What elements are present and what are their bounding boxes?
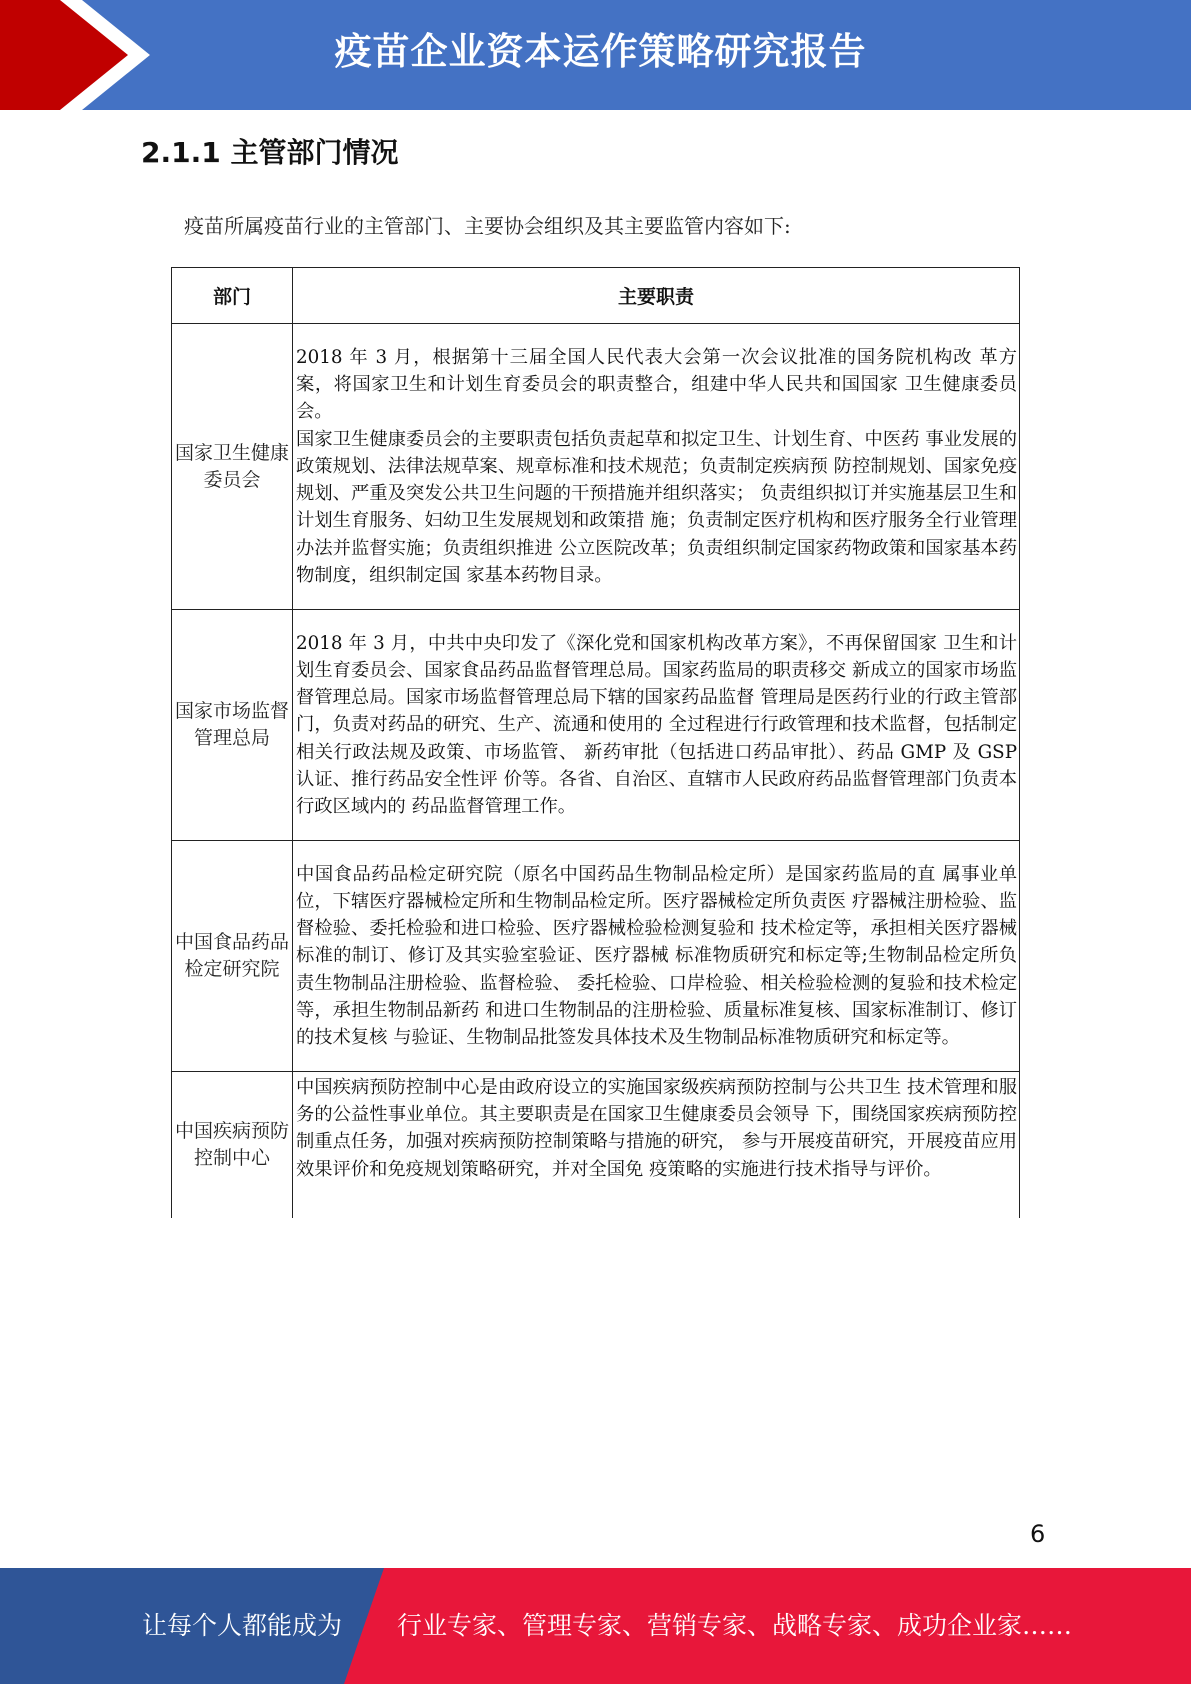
- department-duties: 2018 年 3 月，中共中央印发了《深化党和国家机构改革方案》，不再保留国家 卫生和计划生育委员会、国家食品药品监督管理总局。国家药监局的职责移交 新成立的国家市场监督管理总局。国家市场监督管理总局下辖的国家药品监督 管理局是医药行业的行政主管部门，负责对药品的研究、生产、流通和使用的 全过程进行行政管理和技术监督，包括制定相关行政法规及政策、市场监管、 新药审批（包括进口药品审批）、药品 GMP 及 GSP 认证、推行药品安全性评 价等。各省、自治区、直辖市人民政府药品监督管理部门负责本行政区域内的 药品监督管理工作。: [293, 610, 1020, 841]
- department-name: 国家市场监督管理总局: [172, 610, 293, 841]
- table-row: [172, 841, 1020, 1072]
- header-duties: 主要职责: [293, 268, 1020, 324]
- department-duties: 中国食品药品检定研究院（原名中国药品生物制品检定所）是国家药监局的直 属事业单位，下辖医疗器械检定所和生物制品检定所。医疗器械检定所负责医 疗器械注册检验、监督检验、委托检验和进口检验、医疗器械检验检测复验和 技术检定等，承担相关医疗器械标准的制订、修订及其实验室验证、医疗器械 标准物质研究和标定等;生物制品检定所负责生物制品注册检验、监督检验、 委托检验、口岸检验、相关检验检测的复验和技术检定等，承担生物制品新药 和进口生物制品的注册检验、质量标准复核、国家标准制订、修订的技术复核 与验证、生物制品批签发具体技术及生物制品标准物质研究和标定等。: [293, 841, 1020, 1072]
- footer-slogan-right: 行业专家、管理专家、营销专家、战略专家、成功企业家……: [397, 1611, 1073, 1640]
- intro-paragraph: 疫苗所属疫苗行业的主管部门、主要协会组织及其主要监管内容如下:: [184, 214, 791, 238]
- department-name: 中国疾病预防控制中心: [172, 1072, 293, 1218]
- table-row: [172, 610, 1020, 841]
- header-department: 部门: [172, 268, 293, 324]
- department-table: [171, 267, 1019, 1218]
- table-header-row: [172, 268, 1020, 324]
- section-heading: 2.1.1 主管部门情况: [141, 136, 399, 169]
- page-header: [0, 0, 1191, 110]
- page-footer: [0, 1568, 1191, 1684]
- department-duties: 2018 年 3 月，根据第十三届全国人民代表大会第一次会议批准的国务院机构改 革方案，将国家卫生和计划生育委员会的职责整合，组建中华人民共和国国家 卫生健康委员会。 国家卫生健康委员会的主要职责包括负责起草和拟定卫生、计划生育、中医药 事业发展的政策规划、法律法规草案、规章标准和技术规范；负责制定疾病预 防控制规划、国家免疫规划、严重及突发公共卫生问题的干预措施并组织落实； 负责组织拟订并实施基层卫生和计划生育服务、妇幼卫生发展规划和政策措 施；负责制定医疗机构和医疗服务全行业管理办法并监督实施；负责组织推进 公立医院改革；负责组织制定国家药物政策和国家基本药物制度，组织制定国 家基本药物目录。: [293, 324, 1020, 610]
- report-title: 疫苗企业资本运作策略研究报告: [334, 30, 867, 73]
- department-duties: 中国疾病预防控制中心是由政府设立的实施国家级疾病预防控制与公共卫生 技术管理和服务的公益性事业单位。其主要职责是在国家卫生健康委员会领导 下，围绕国家疾病预防控制重点任务，加强对疾病预防控制策略与措施的研究， 参与开展疫苗研究，开展疫苗应用效果评价和免疫规划策略研究，并对全国免 疫策略的实施进行技术指导与评价。: [293, 1072, 1020, 1218]
- table-row: [172, 324, 1020, 610]
- footer-slogan-left: 让每个人都能成为: [142, 1611, 343, 1640]
- table-row: [172, 1072, 1020, 1218]
- department-name: 中国食品药品检定研究院: [172, 841, 293, 1072]
- page-number: 6: [1030, 1520, 1046, 1548]
- department-name: 国家卫生健康委员会: [172, 324, 293, 610]
